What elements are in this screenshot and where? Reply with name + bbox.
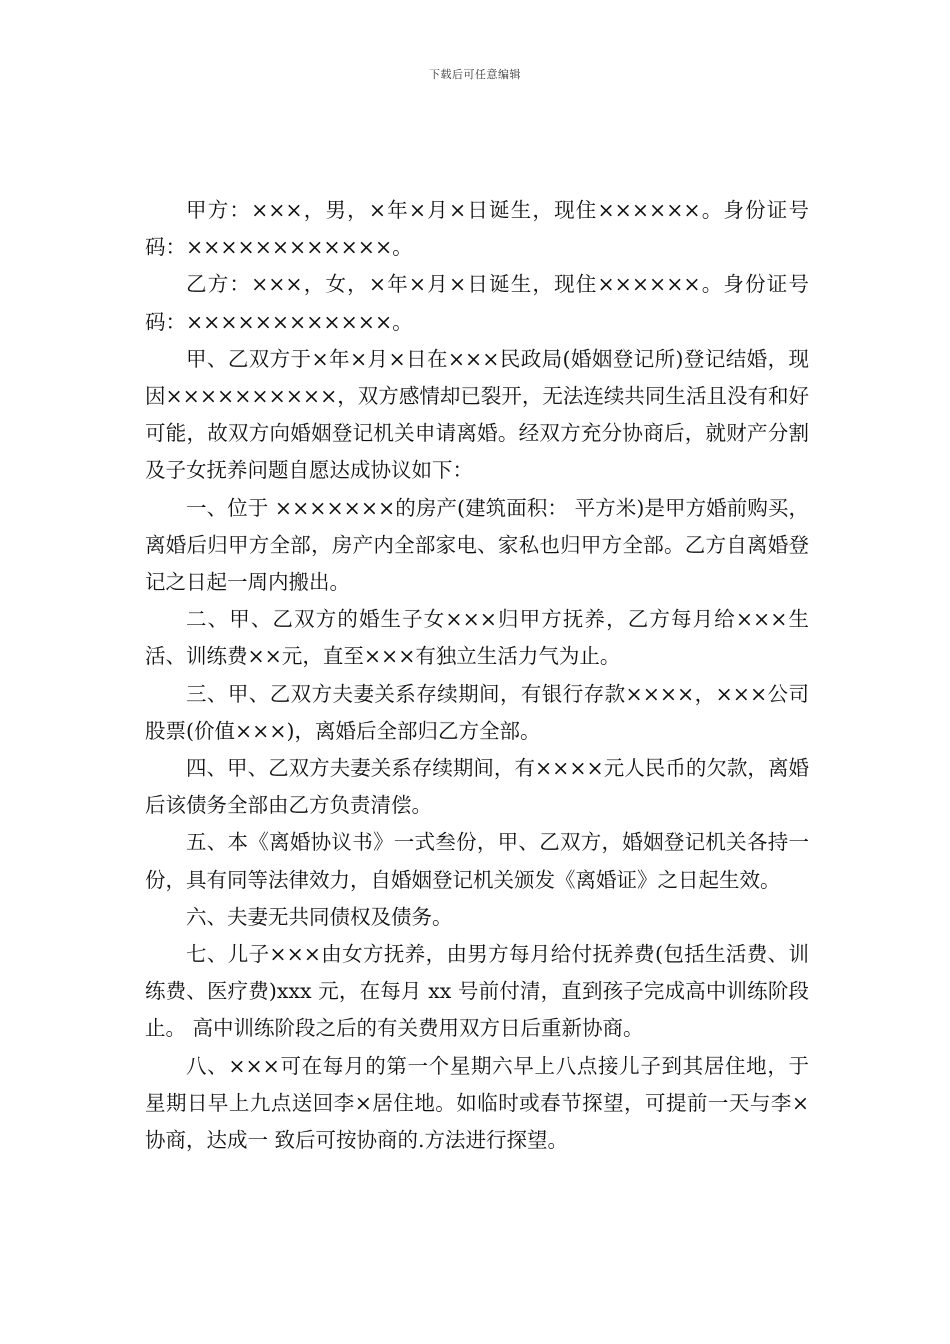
paragraph-clause-7: 七、儿子×××由女方抚养，由男方每月给付抚养费(包括生活费、训练费、医疗费)xxx 元，在每月 xx 号前付清，直到孩子完成高中训练阶段止。 高中训练阶段之后的有关费用双方日后重新协商。 (145, 942, 809, 1041)
paragraph-clause-5: 五、本《离婚协议书》一式叁份，甲、乙双方，婚姻登记机关各持一份，具有同等法律效力，自婚姻登记机关颁发《离婚证》之日起生效。 (145, 830, 809, 892)
paragraph-clause-4: 四、甲、乙双方夫妻关系存续期间，有××××元人民币的欠款，离婚后该债务全部由乙方负责清偿。 (145, 756, 809, 818)
paragraph-clause-1: 一、位于 ×××××××的房产(建筑面积： 平方米)是甲方婚前购买，离婚后归甲方全部，房产内全部家电、家私也归甲方全部。乙方自离婚登记之日起一周内搬出。 (145, 495, 809, 595)
paragraph-preamble: 甲、乙双方于×年×月×日在×××民政局(婚姻登记所)登记结婚，现因××××××××××，双方感情却已裂开，无法连续共同生活且没有和好可能，故双方向婚姻登记机关申请离婚。经双方充分协商后，就财产分割及子女抚养问题自愿达成协议如下： (145, 346, 809, 483)
paragraph-party-a: 甲方：×××，男，×年×月×日诞生，现住××××××。身份证号码：××××××××××××。 (145, 198, 809, 260)
paragraph-clause-8: 八、×××可在每月的第一个星期六早上八点接儿子到其居住地，于星期日早上九点送回李×居住地。如临时或春节探望，可提前一天与李×协商，达成一 致后可按协商的.方法进行探望。 (145, 1053, 809, 1153)
paragraph-clause-2: 二、甲、乙双方的婚生子女×××归甲方抚养，乙方每月给×××生活、训练费××元，直至×××有独立生活力气为止。 (145, 607, 809, 669)
page-header: 下载后可任意编辑 (429, 68, 521, 81)
paragraph-party-b: 乙方：×××，女，×年×月×日诞生，现住××××××。身份证号码：××××××××××××。 (145, 272, 809, 334)
document-body (145, 192, 809, 1159)
paragraph-clause-6: 六、夫妻无共同债权及债务。 (186, 904, 453, 929)
paragraph-clause-3: 三、甲、乙双方夫妻关系存续期间，有银行存款××××，×××公司股票(价值×××)，离婚后全部归乙方全部。 (145, 681, 809, 743)
